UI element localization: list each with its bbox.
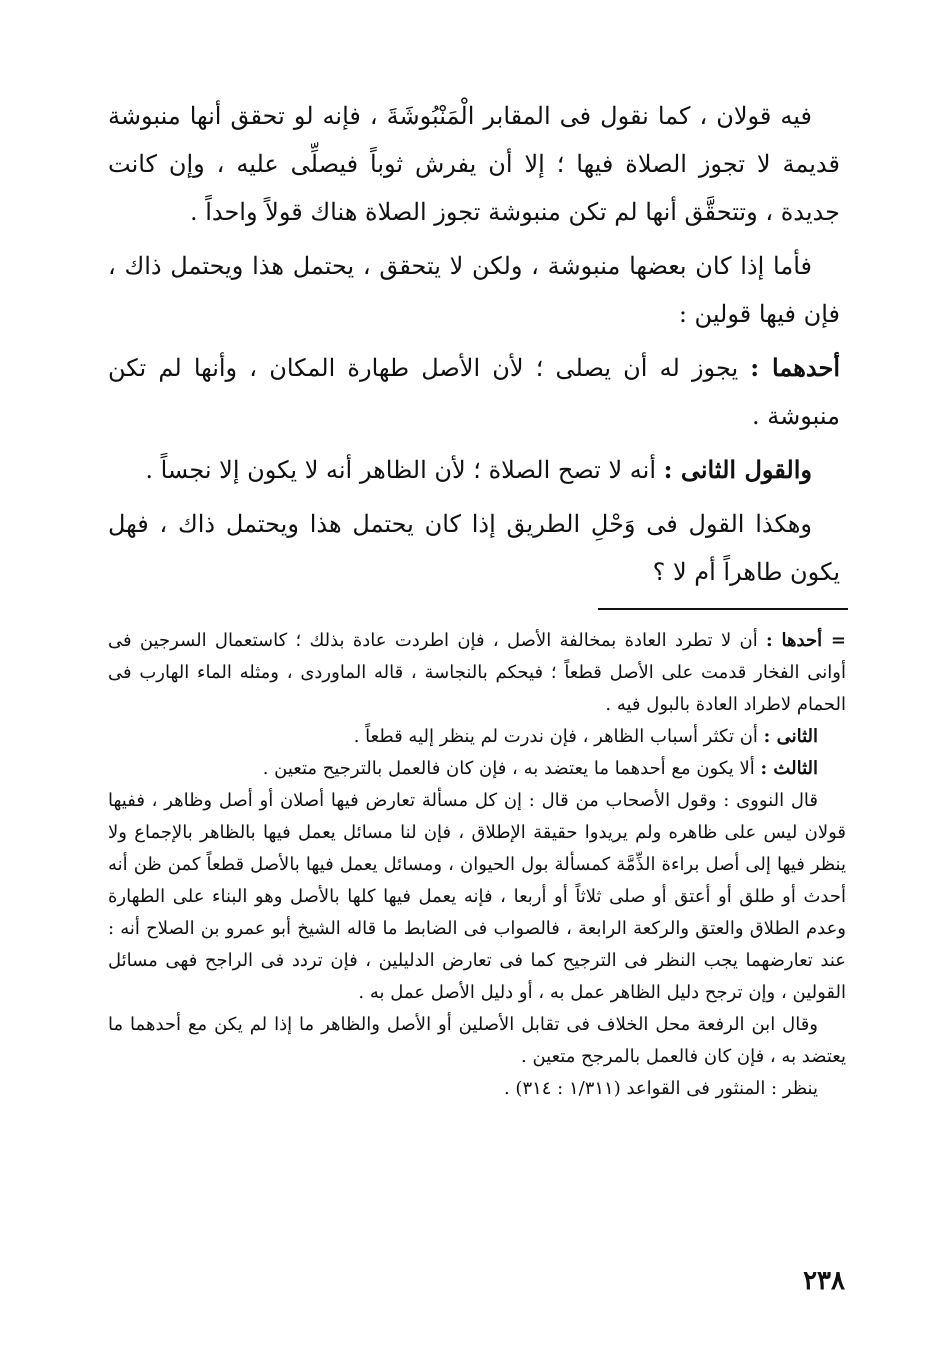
footnote-1-text: أن لا تطرد العادة بمخالفة الأصل ، فإن اطردت عادة بذلك ؛ كاستعمال السرجين فى أوانى الفخار قدمت على الأصل قطعاً ؛ فيحكم بالنجاسة ، قاله الماوردى ، ومثله الماء الهارب فى الحمام لاطراد العادة بالبول فيه . xyxy=(108,630,846,715)
paragraph-3 xyxy=(108,344,840,440)
footnote-4: قال النووى : وقول الأصحاب من قال : إن كل مسألة تعارض فيها أصلان أو أصل وظاهر ، ففيها قولان ليس على ظاهره ولم يريدوا حقيقة الإطلاق ، فإن لنا مسائل يعمل فيها بالظاهر بالإجماع ولا ينظر فيها إلى أصل براءة الذِّمَّة كمسألة بول الحيوان ، ومسائل يعمل فيها بالأصل قطعاً كمن ظن أنه أحدث أو طلق أو أعتق أو صلى ثلاثاً أو أربعا ، فإنه يعمل فيها كلها بالأصل وهو البناء على الطهارة وعدم الطلاق والعتق والركعة الرابعة ، فالصواب فى الضابط ما قاله الشيخ أبو عمرو بن الصلاح أنه : عند تعارضهما يجب النظر فى الترجيح كما فى تعارض الدليلين ، فإن تردد فى الراجح فهى مسائل القولين ، وإن ترجح دليل الظاهر عمل به ، أو دليل الأصل عمل به . xyxy=(108,790,846,1003)
footnote-5: وقال ابن الرفعة محل الخلاف فى تقابل الأصلين أو الأصل والظاهر ما إذا لم يكن مع أحدهما ما يعتضد به ، فإن كان فالعمل بالمرجح متعين . xyxy=(108,1014,846,1067)
footnote-3-text: ألا يكون مع أحدهما ما يعتضد به ، فإن كان فالعمل بالترجيح متعين . xyxy=(262,758,761,779)
footnote-1-lead: = أحدها : xyxy=(766,630,847,651)
footnote-separator xyxy=(598,608,848,610)
footnote-3 xyxy=(108,753,846,785)
main-text xyxy=(108,92,840,602)
paragraph-4-lead: والقول الثانى : xyxy=(663,455,812,484)
paragraph-4 xyxy=(108,446,840,494)
paragraph-1: فيه قولان ، كما نقول فى المقابر الْمَنْبُوشَةَ ، فإنه لو تحقق أنها منبوشة قديمة لا تجوز الصلاة فيها ؛ إلا أن يفرش ثوباً فيصلِّى عليه ، وإن كانت جديدة ، وتتحقَّق أنها لم تكن منبوشة تجوز الصلاة هناك قولاً واحداً . xyxy=(108,102,840,226)
paragraph-3-text: يجوز له أن يصلى ؛ لأن الأصل طهارة المكان ، وأنها لم تكن منبوشة . xyxy=(108,354,840,430)
paragraph-3-lead: أحدهما : xyxy=(750,353,840,382)
paragraph-4-text: أنه لا تصح الصلاة ؛ لأن الظاهر أنه لا يكون إلا نجساً . xyxy=(145,456,664,484)
footnote-2-lead: الثانى : xyxy=(763,726,818,747)
paragraph-2: فأما إذا كان بعضها منبوشة ، ولكن لا يتحقق ، يحتمل هذا ويحتمل ذاك ، فإن فيها قولين : xyxy=(108,252,840,328)
footnotes xyxy=(108,625,846,1105)
paragraph-5: وهكذا القول فى وَحْلِ الطريق إذا كان يحتمل هذا ويحتمل ذاك ، فهل يكون طاهراً أم لا ؟ xyxy=(108,510,840,586)
page-number: ٢٣٨ xyxy=(803,1266,845,1296)
footnote-3-lead: الثالث : xyxy=(760,758,818,779)
footnote-2-text: أن تكثر أسباب الظاهر ، فإن ندرت لم ينظر إليه قطعاً . xyxy=(353,726,764,747)
footnote-6: ينظر : المنثور فى القواعد (١/٣١١ : ٣١٤) . xyxy=(503,1078,818,1099)
footnote-1 xyxy=(108,625,846,721)
footnote-2 xyxy=(108,721,846,753)
